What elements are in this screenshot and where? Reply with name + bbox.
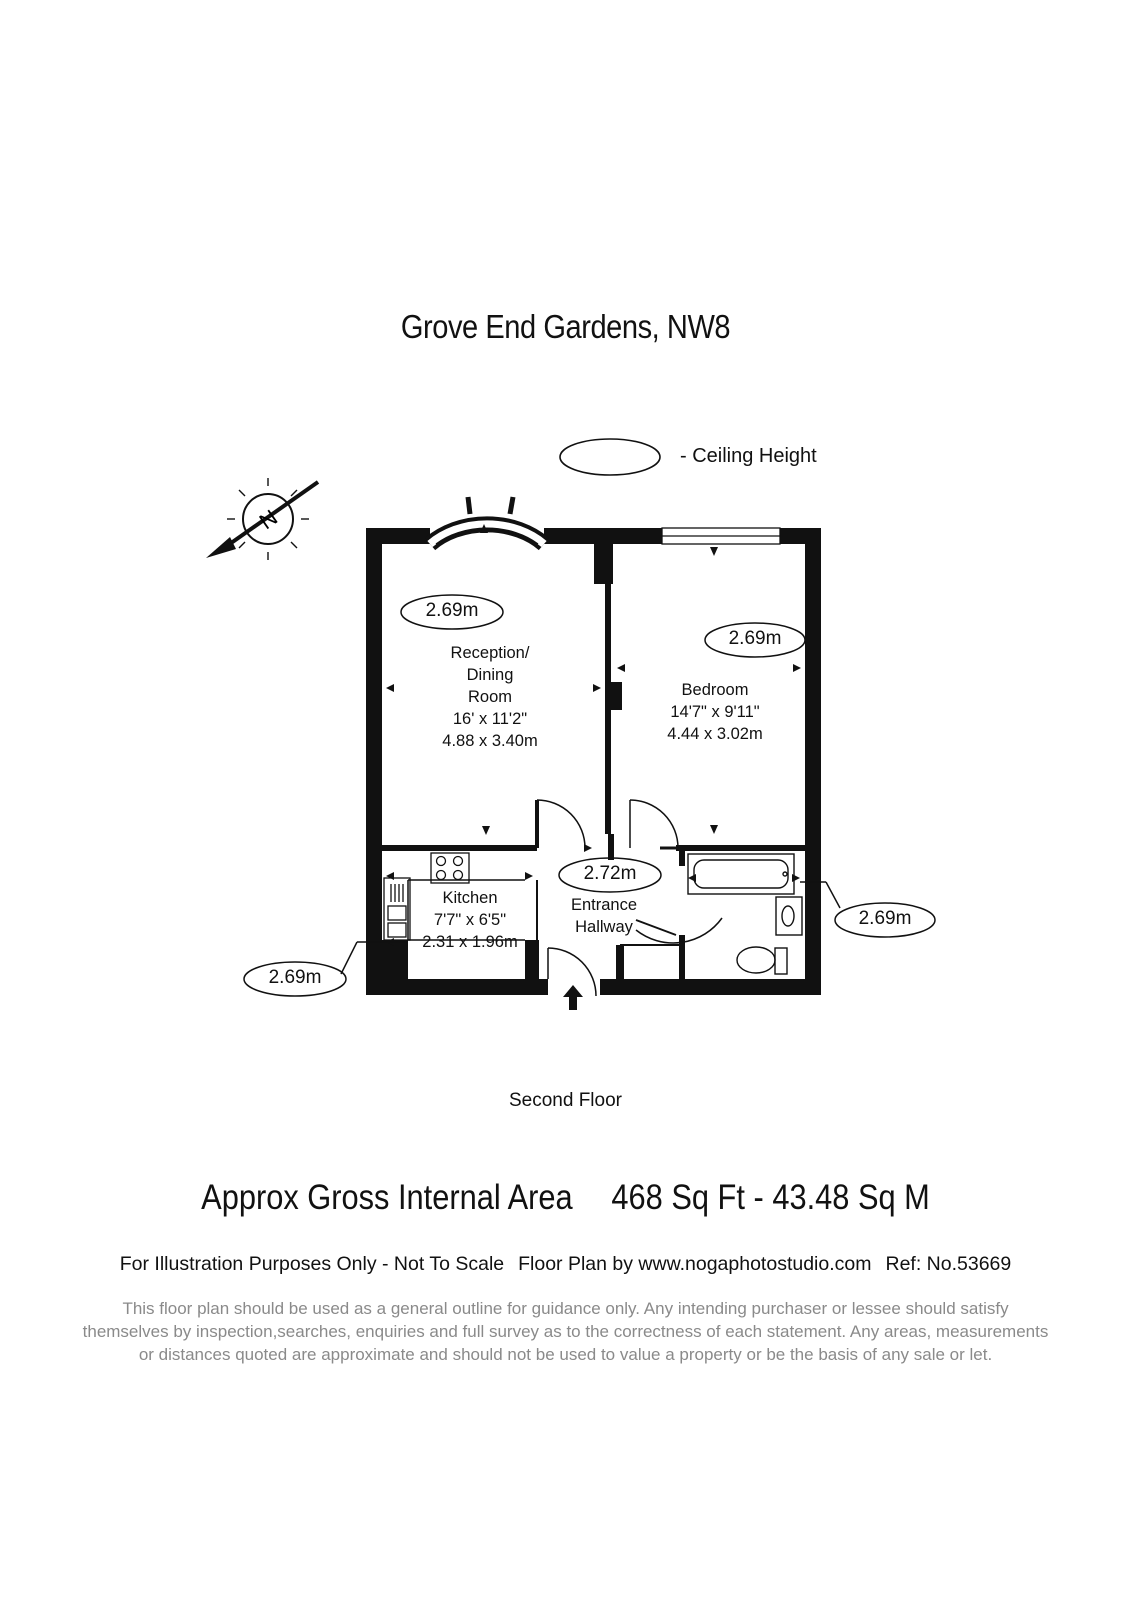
- bedroom-name: Bedroom: [681, 681, 749, 699]
- kitchen-metric: 2.31 x 1.96m: [422, 933, 518, 951]
- reception-name-line3: Room: [467, 688, 512, 706]
- disclaimer-line1: This floor plan should be used as a general outline for guidance only. Any intending purchaser or lessee should satisfy: [122, 1299, 1009, 1318]
- legend-ceiling-ellipse: [560, 439, 660, 475]
- gross-internal-area: [68, 1178, 1063, 1218]
- reception-name-line1: Reception/: [450, 644, 530, 662]
- bedroom-imperial: 14'7" x 9'11": [670, 703, 760, 721]
- hallway-name-line2: Hallway: [575, 918, 633, 936]
- hob-icon: [431, 853, 469, 883]
- disclaimer-line2: themselves by inspection,searches, enquiries and full survey as to the correctness of each statement. Any areas, measurements: [82, 1322, 1049, 1341]
- bedroom-metric: 4.44 x 3.02m: [667, 725, 763, 743]
- basin-icon: [776, 897, 802, 935]
- reference-number: Ref: No.53669: [885, 1253, 1012, 1275]
- bedroom-window: [662, 528, 780, 544]
- credits-line: [0, 1253, 1131, 1276]
- bath-icon: [688, 854, 794, 894]
- kitchen-ceiling-height: 2.69m: [268, 967, 322, 988]
- reception-imperial: 16' x 11'2": [452, 710, 528, 728]
- reception-ceiling-height: 2.69m: [425, 600, 479, 621]
- area-sqm: 43.48 Sq M: [772, 1178, 930, 1217]
- page-title: Grove End Gardens, NW8: [400, 308, 731, 345]
- area-label: Approx Gross Internal Area: [201, 1178, 573, 1217]
- legend-ceiling-height-label: - Ceiling Height: [680, 445, 817, 467]
- sink-icon: [384, 878, 410, 940]
- kitchen-name: Kitchen: [442, 889, 498, 907]
- hallway-label: [554, 894, 654, 938]
- bathroom-ceiling-height: 2.69m: [858, 908, 912, 929]
- reception-label: [420, 642, 560, 752]
- toilet-icon: [737, 947, 787, 974]
- area-separator: -: [753, 1178, 764, 1217]
- kitchen-imperial: 7'7" x 6'5": [433, 911, 507, 929]
- hallway-ceiling-height: 2.72m: [583, 863, 637, 884]
- illustration-note: For Illustration Purposes Only - Not To Scale: [119, 1253, 505, 1275]
- kitchen-label: [410, 887, 530, 953]
- bedroom-label: [640, 679, 790, 745]
- hallway-name-line1: Entrance: [570, 896, 638, 914]
- bedroom-ceiling-height: 2.69m: [728, 628, 782, 649]
- disclaimer-line3: or distances quoted are approximate and should not be used to value a property or be the basis of any sale or let.: [138, 1345, 993, 1364]
- area-sqft: 468 Sq Ft: [611, 1178, 745, 1217]
- floorplan-credit: Floor Plan by www.nogaphotostudio.com: [518, 1253, 872, 1275]
- floor-label: Second Floor: [508, 1090, 622, 1111]
- bay-window: [430, 497, 544, 544]
- compass-letter: N: [254, 504, 282, 535]
- reception-name-line2: Dining: [466, 666, 514, 684]
- disclaimer: [60, 1297, 1071, 1366]
- reception-metric: 4.88 x 3.40m: [442, 732, 538, 750]
